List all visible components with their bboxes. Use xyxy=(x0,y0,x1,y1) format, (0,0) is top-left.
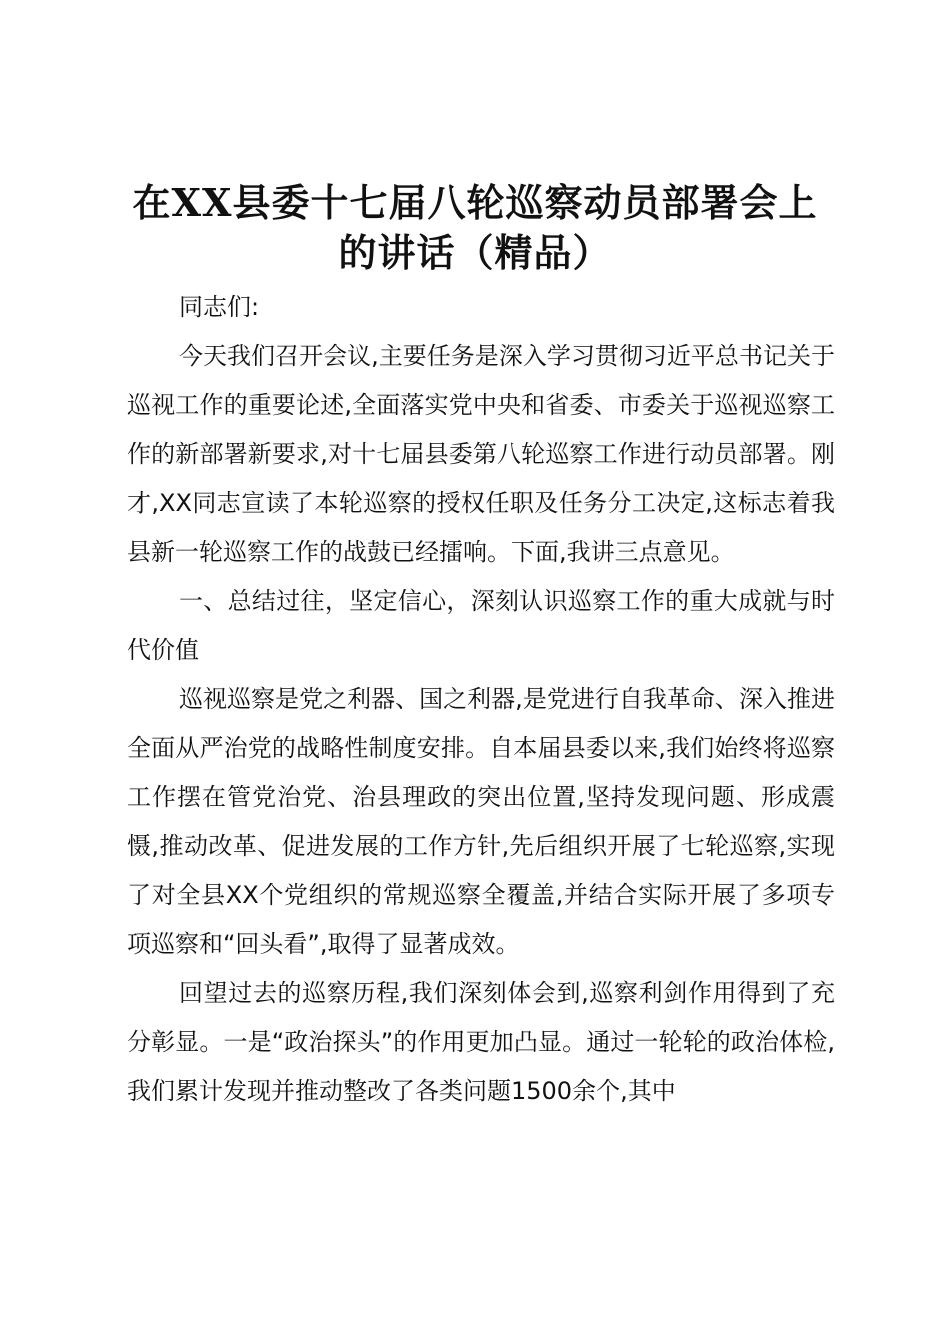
document-body xyxy=(127,283,835,1116)
section-heading-1: 一、总结过往，坚定信心，深刻认识巡察工作的重大成就与时代价值 xyxy=(127,587,835,664)
salutation: 同志们: xyxy=(179,293,260,321)
paragraph-inspection: 巡视巡察是党之利器、国之利器,是党进行自我革命、深入推进全面从严治党的战略性制度安排。自本届县委以来,我们始终将巡察工作摆在管党治党、治县理政的突出位置,坚持发现问题、形成震慑,推动改革、促进发展的工作方针,先后组织开展了七轮巡察,实现了对全县XX个党组织的常规巡察全覆盖,并结合实际开展了多项专项巡察和“回头看”,取得了显著成效。 xyxy=(127,685,835,958)
paragraph-review: 回望过去的巡察历程,我们深刻体会到,巡察利剑作用得到了充分彰显。一是“政治探头”的作用更加凸显。通过一轮轮的政治体检,我们累计发现并推动整改了各类问题1500余个,其中 xyxy=(127,979,835,1105)
paragraph-intro: 今天我们召开会议,主要任务是深入学习贯彻习近平总书记关于巡视工作的重要论述,全面落实党中央和省委、市委关于巡视巡察工作的新部署新要求,对十七届县委第八轮巡察工作进行动员部署。刚才,XX同志宣读了本轮巡察的授权任职及任务分工决定,这标志着我县新一轮巡察工作的战鼓已经擂响。下面,我讲三点意见。 xyxy=(127,342,835,566)
document-title: 在XX县委十七届八轮巡察动员部署会上的讲话（精品） xyxy=(132,180,818,275)
